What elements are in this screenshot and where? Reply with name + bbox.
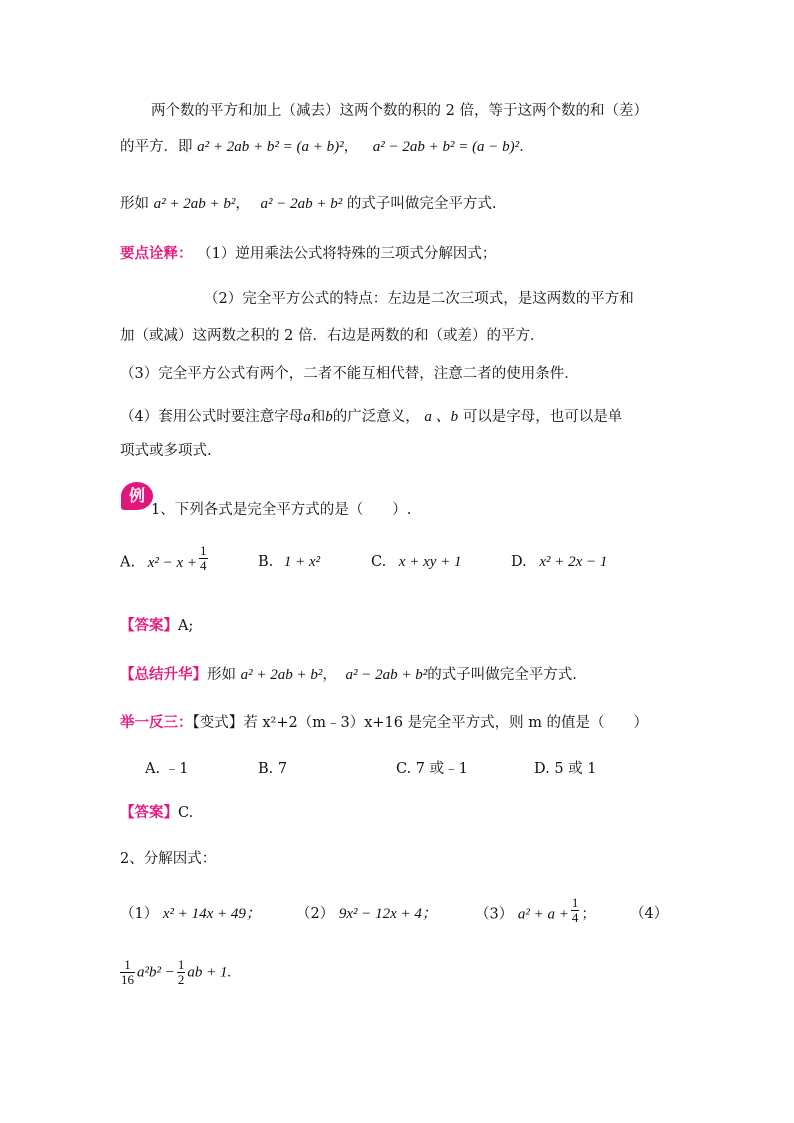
option-b-expr: 1 + x² [283,554,321,570]
variant-text: 【变式】若 x²+2（m﹣3）x+16 是完全平方式，则 m 的值是（ ） [192,715,649,731]
variant-option-d: D. 5 或 1 [534,761,597,777]
example-badge: 例 [121,482,153,510]
option-a-expr: x² − x + [147,554,198,571]
summary-label: 【总结升华】 [120,666,207,683]
q2-part-4-denominator-2: 2 [177,972,185,987]
q2-part-4-end: ab + 1. [187,964,232,981]
intro-line-1: 两个数的平方和加上（减去）这两个数的积的 2 倍，等于这两个数的和（差） [151,103,648,119]
q2-part-3-fraction [571,896,580,925]
option-d [511,552,607,572]
option-a-denominator: 4 [200,558,207,573]
summary-formula-2: a² − 2ab + b² [345,667,428,683]
variant-answer-label: 【答案】 [120,804,178,821]
q2-part-4-fraction-1 [120,958,135,987]
option-c-expr: x + xy + 1 [398,554,462,570]
q2-part-3 [475,895,596,925]
variant-question [120,713,648,733]
variant-label: 举一反三： [120,714,193,731]
question-2-part-4-expr [118,958,231,998]
keypoints-item-2-line-2: 加（或减）这两数之积的 2 倍．右边是两数的和（或差）的平方． [120,328,545,344]
q2-part-3-expr: a² + a + [517,906,569,923]
variant-option-b: B. 7 [258,761,288,777]
q2-part-1-label: （1） [120,906,159,922]
option-a-numerator: 1 [200,543,207,558]
keypoints-item-4-line-1 [120,407,622,427]
answer-label: 【答案】 [120,617,178,634]
item4-text-b: 的广泛意义， [332,409,420,425]
item4-letter-a: a [303,409,311,425]
example-summary: 【总结升华】形如 a² + 2ab + b²， a² − 2ab + b²的式子叫做完全平方式. [120,666,577,683]
question-2-title: 2、分解因式： [120,851,217,867]
option-b-label: B. [258,554,274,570]
option-d-label: D. [511,554,527,570]
q2-part-2-expr: 9x² − 12x + 4； [338,906,437,922]
q2-part-4-numerator-1: 1 [120,958,135,973]
keypoints-label: 要点诠释： [120,245,193,262]
summary-formula-1: a² + 2ab + b² [240,667,323,683]
q2-part-3-numerator: 1 [571,895,579,910]
q2-part-3-denominator: 4 [571,910,579,925]
option-a [120,543,210,573]
summary-prefix: 形如 [207,667,236,683]
keypoints-item-2-line-1: （2）完全平方公式的特点：左边是二次三项式，是这两数的平方和 [204,291,634,307]
definition-line: 形如 a² + 2ab + b²， a² − 2ab + b² 的式子叫做完全平方式. [120,196,497,212]
variant-answer-text: C. [178,805,194,821]
intro-line-2: 的平方．即 a² + 2ab + b² = (a + b)²， a² − 2ab + b² = (a − b)²． [120,139,534,155]
definition-formula-1: a² + 2ab + b² [153,196,236,212]
q2-part-4-denominator-1: 16 [121,972,134,987]
answer-text: A; [178,618,194,634]
keypoints-item-3: （3）完全平方公式有两个，二者不能互相代替，注意二者的使用条件． [120,366,579,382]
keypoints-item-4-line-2: 项式或多项式. [120,443,212,459]
option-a-label: A. [120,554,136,571]
variant-option-a: A. ﹣1 [145,761,189,777]
formula-diff-square: a² − 2ab + b² = (a − b)² [372,139,520,155]
option-c-label: C. [371,554,387,570]
option-b [258,552,320,572]
item4-text-a: （4）套用公式时要注意字母 [120,409,304,425]
item4-letter-b: b [325,409,333,425]
q2-part-2-label: （2） [296,906,335,922]
intro-line-2-prefix: 的平方．即 [120,139,193,155]
option-d-expr: x² + 2x − 1 [539,554,608,570]
variant-answer [120,803,193,823]
option-c [371,552,462,572]
example-question: 1、下列各式是完全平方式的是（ ）. [151,502,412,518]
variant-option-c: C. 7 或﹣1 [396,761,468,777]
formula-sum-square: a² + 2ab + b² = (a + b)² [197,139,344,155]
q2-part-4-numerator-2: 1 [177,957,185,972]
keypoints-item-1 [120,244,496,264]
q2-part-3-end: ； [581,906,596,923]
q2-part-4-label: （4） [630,906,669,922]
item4-text-and: 和 [310,409,326,425]
item4-text-c: 可以是字母，也可以是单 [462,409,623,425]
definition-prefix: 形如 [120,196,149,212]
question-2-parts [120,895,680,936]
q2-part-4-fraction-2 [177,958,186,987]
variant-options [145,759,645,779]
summary-suffix: 的式子叫做完全平方式. [427,667,577,683]
example-answer [120,616,193,636]
q2-part-2 [296,904,437,924]
q2-part-3-label: （3） [475,906,514,923]
definition-suffix: 的式子叫做完全平方式. [346,196,497,212]
q2-part-1-expr: x² + 14x + 49； [162,906,261,922]
keypoints-item-1-text: （1）逆用乘法公式将特殊的三项式分解因式； [197,246,497,262]
definition-formula-2: a² − 2ab + b² [260,196,343,212]
q2-part-1 [120,904,261,924]
q2-part-4-middle: a²b² − [137,964,175,981]
item4-letters-ab: a 、b [424,409,459,425]
option-a-fraction [199,544,208,573]
